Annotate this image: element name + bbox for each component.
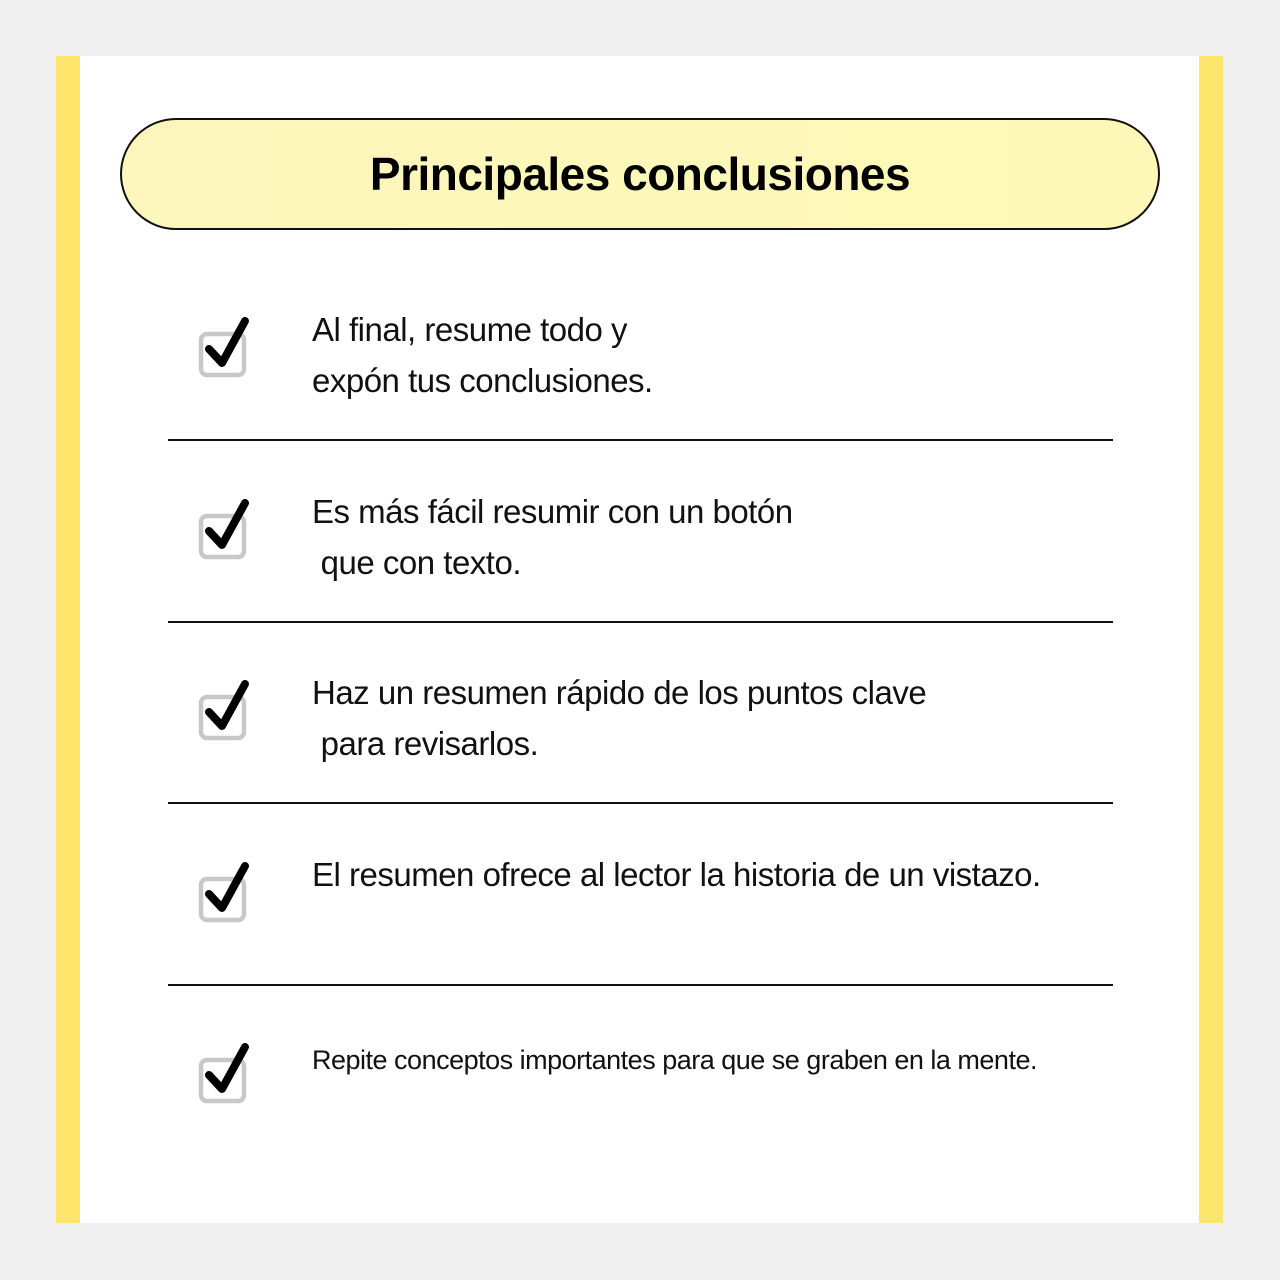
item-text: Al final, resume todo y expón tus conclusiones. [312, 311, 653, 399]
checkbox-checked-icon [198, 859, 254, 923]
list-item [168, 260, 1113, 441]
checkbox-checked-icon [198, 314, 254, 378]
page-title: Principales conclusiones [369, 148, 911, 200]
card [56, 56, 1223, 1223]
item-text: El resumen ofrece al lector la historia de un vistazo. [312, 855, 1041, 893]
checkbox-checked-icon [198, 677, 254, 741]
list-item [168, 442, 1113, 623]
checkbox-checked-icon [198, 496, 254, 560]
list-item [168, 623, 1113, 804]
item-text: Es más fácil resumir con un botón que con texto. [312, 492, 793, 581]
list-item [168, 805, 1113, 986]
checkbox-checked-icon [198, 1040, 254, 1104]
left-accent-strip [56, 56, 80, 1223]
title-banner [120, 118, 1160, 230]
right-accent-strip [1199, 56, 1223, 1223]
item-text: Haz un resumen rápido de los puntos clave para revisarlos. [312, 674, 927, 762]
item-text: Repite conceptos importantes para que se graben en la mente. [312, 1045, 1037, 1075]
list-item [168, 986, 1113, 1167]
